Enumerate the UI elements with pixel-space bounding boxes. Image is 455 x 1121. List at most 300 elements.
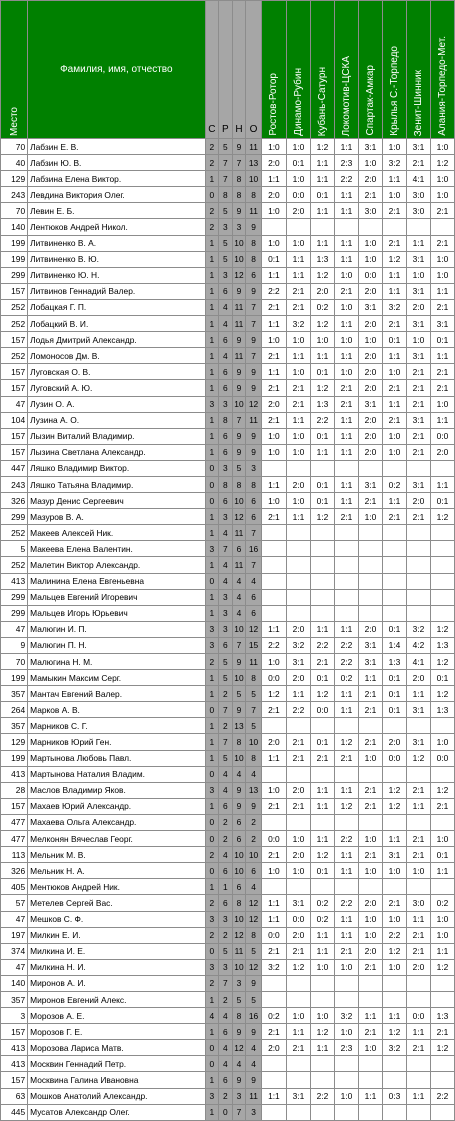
stat-s-cell: 2 <box>205 895 219 911</box>
stat-o-cell: 4 <box>246 1040 262 1056</box>
header-match-label: Динамо-Рубин <box>292 68 304 136</box>
score-cell: 2:0 <box>286 670 310 686</box>
score-cell: 1:0 <box>286 364 310 380</box>
score-cell: 1:1 <box>382 171 406 187</box>
score-cell: 2:1 <box>310 750 334 766</box>
score-cell: 2:1 <box>358 782 382 798</box>
score-cell: 1:0 <box>406 332 430 348</box>
name-cell: Лузин О. А. <box>28 396 205 412</box>
stat-s-cell: 1 <box>205 235 219 251</box>
score-cell: 0:1 <box>310 187 334 203</box>
score-cell: 3:0 <box>406 895 430 911</box>
name-cell: Луговская О. В. <box>28 364 205 380</box>
score-cell: 2:0 <box>358 412 382 428</box>
place-cell: 197 <box>1 927 28 943</box>
table-row <box>1 428 455 444</box>
score-cell <box>261 991 286 1007</box>
score-cell <box>382 573 406 589</box>
score-cell <box>261 589 286 605</box>
score-cell: 1:1 <box>310 235 334 251</box>
header-match-label: Алания-Торпедо-Мет. <box>436 36 448 136</box>
score-cell <box>286 718 310 734</box>
score-cell: 2:1 <box>358 493 382 509</box>
score-cell <box>334 1056 358 1072</box>
score-cell: 2:0 <box>261 396 286 412</box>
name-cell: Милкин Е. И. <box>28 927 205 943</box>
score-cell: 1:1 <box>261 1088 286 1104</box>
score-cell: 1:1 <box>358 670 382 686</box>
score-cell: 1:2 <box>382 251 406 267</box>
score-cell: 1:0 <box>261 235 286 251</box>
score-cell <box>358 557 382 573</box>
score-cell <box>334 525 358 541</box>
score-cell <box>310 879 334 895</box>
score-cell: 1:1 <box>261 171 286 187</box>
score-cell: 2:1 <box>406 1040 430 1056</box>
score-cell: 3:0 <box>406 187 430 203</box>
stat-r-cell: 4 <box>219 1056 233 1072</box>
stat-n-cell: 4 <box>232 1056 246 1072</box>
stat-s-cell: 3 <box>205 541 219 557</box>
score-cell: 1:1 <box>334 621 358 637</box>
score-cell: 1:1 <box>261 364 286 380</box>
score-cell: 1:2 <box>310 686 334 702</box>
name-cell: Лузина А. О. <box>28 412 205 428</box>
score-cell: 2:1 <box>334 380 358 396</box>
score-cell: 1:0 <box>334 1024 358 1040</box>
stat-r-cell: 4 <box>219 316 233 332</box>
stat-n-cell: 4 <box>232 589 246 605</box>
stat-r-cell: 6 <box>219 863 233 879</box>
score-cell: 1:1 <box>382 283 406 299</box>
stat-o-cell: 5 <box>246 991 262 1007</box>
score-cell: 2:2 <box>334 895 358 911</box>
stat-r-cell: 3 <box>219 621 233 637</box>
stat-r-cell: 2 <box>219 1088 233 1104</box>
table-row <box>1 316 455 332</box>
score-cell: 2:1 <box>334 943 358 959</box>
score-cell: 0:1 <box>430 847 454 863</box>
score-cell <box>310 541 334 557</box>
stat-n-cell: 10 <box>232 863 246 879</box>
score-cell: 1:0 <box>358 927 382 943</box>
stat-r-cell: 3 <box>219 267 233 283</box>
score-cell: 1:3 <box>310 251 334 267</box>
score-cell <box>261 814 286 830</box>
score-cell: 1:0 <box>382 863 406 879</box>
stat-s-cell: 1 <box>205 412 219 428</box>
score-cell <box>358 219 382 235</box>
name-cell: Лобацкий В. И. <box>28 316 205 332</box>
score-cell: 2:2 <box>286 702 310 718</box>
place-cell: 252 <box>1 557 28 573</box>
score-cell <box>430 1104 454 1120</box>
stat-n-cell: 9 <box>232 1072 246 1088</box>
stat-s-cell: 1 <box>205 991 219 1007</box>
score-cell: 2:1 <box>261 509 286 525</box>
score-cell: 1:1 <box>310 831 334 847</box>
stat-s-cell: 0 <box>205 1056 219 1072</box>
stat-n-cell: 8 <box>232 895 246 911</box>
score-cell <box>261 541 286 557</box>
score-cell: 0:1 <box>382 670 406 686</box>
place-cell: 413 <box>1 1056 28 1072</box>
stat-s-cell: 0 <box>205 766 219 782</box>
score-cell: 1:1 <box>334 412 358 428</box>
name-cell: Малинина Елена Евгеньевна <box>28 573 205 589</box>
stat-n-cell: 11 <box>232 557 246 573</box>
score-cell <box>286 1056 310 1072</box>
table-row <box>1 734 455 750</box>
stat-o-cell: 10 <box>246 171 262 187</box>
score-cell: 3:1 <box>358 396 382 412</box>
score-cell: 1:1 <box>334 686 358 702</box>
score-cell <box>310 814 334 830</box>
score-cell: 2:2 <box>382 927 406 943</box>
stat-n-cell: 9 <box>232 203 246 219</box>
score-cell: 3:2 <box>286 637 310 653</box>
stat-r-cell: 3 <box>219 959 233 975</box>
name-cell: Мазуров В. А. <box>28 509 205 525</box>
stat-s-cell: 3 <box>205 959 219 975</box>
table-row <box>1 412 455 428</box>
stat-n-cell: 6 <box>232 831 246 847</box>
header-match-5 <box>358 1 382 139</box>
score-cell <box>382 525 406 541</box>
stat-r-cell: 8 <box>219 476 233 492</box>
score-cell: 3:1 <box>406 283 430 299</box>
stat-o-cell: 11 <box>246 139 262 155</box>
name-cell: Мамыкин Максим Серг. <box>28 670 205 686</box>
score-cell <box>334 541 358 557</box>
score-cell: 1:0 <box>430 171 454 187</box>
stat-s-cell: 0 <box>205 460 219 476</box>
header-match-label: Кубань-Сатурн <box>316 66 328 136</box>
score-cell: 2:1 <box>406 782 430 798</box>
score-cell: 2:3 <box>334 155 358 171</box>
score-cell: 1:2 <box>430 155 454 171</box>
score-cell: 2:0 <box>358 895 382 911</box>
stat-n-cell: 11 <box>232 316 246 332</box>
header-match-2 <box>286 1 310 139</box>
score-cell <box>430 219 454 235</box>
stat-n-cell: 9 <box>232 283 246 299</box>
place-cell: 477 <box>1 831 28 847</box>
score-cell: 1:0 <box>382 444 406 460</box>
score-cell <box>430 541 454 557</box>
stat-r-cell: 6 <box>219 1072 233 1088</box>
score-cell: 2:2 <box>334 654 358 670</box>
score-cell: 1:1 <box>382 267 406 283</box>
stat-n-cell: 12 <box>232 1040 246 1056</box>
stat-o-cell: 9 <box>246 219 262 235</box>
place-cell: 199 <box>1 251 28 267</box>
score-cell: 2:1 <box>406 927 430 943</box>
score-cell <box>334 766 358 782</box>
name-cell: Метелев Сергей Вас. <box>28 895 205 911</box>
name-cell: Лызина Светлана Александр. <box>28 444 205 460</box>
stat-o-cell: 11 <box>246 654 262 670</box>
score-cell: 1:0 <box>310 332 334 348</box>
score-cell: 1:1 <box>261 750 286 766</box>
place-cell: 47 <box>1 621 28 637</box>
table-row <box>1 718 455 734</box>
score-cell <box>406 460 430 476</box>
stat-o-cell: 9 <box>246 798 262 814</box>
stat-s-cell: 2 <box>205 975 219 991</box>
stat-n-cell: 9 <box>232 380 246 396</box>
score-cell: 1:0 <box>334 959 358 975</box>
stat-n-cell: 6 <box>232 814 246 830</box>
stat-r-cell: 4 <box>219 573 233 589</box>
score-cell <box>310 460 334 476</box>
score-cell: 2:1 <box>310 654 334 670</box>
score-cell: 1:0 <box>382 911 406 927</box>
place-cell: 129 <box>1 171 28 187</box>
stat-o-cell: 13 <box>246 782 262 798</box>
stat-r-cell: 3 <box>219 911 233 927</box>
score-cell: 0:2 <box>382 476 406 492</box>
stat-r-cell: 4 <box>219 847 233 863</box>
score-cell: 1:0 <box>334 267 358 283</box>
score-cell: 2:1 <box>286 283 310 299</box>
score-cell <box>358 814 382 830</box>
stat-n-cell: 12 <box>232 927 246 943</box>
score-cell <box>286 879 310 895</box>
score-cell: 1:1 <box>334 251 358 267</box>
name-cell: Москвин Геннадий Петр. <box>28 1056 205 1072</box>
stat-n-cell: 7 <box>232 155 246 171</box>
stat-o-cell: 10 <box>246 847 262 863</box>
stat-s-cell: 1 <box>205 348 219 364</box>
score-cell: 1:0 <box>310 1008 334 1024</box>
place-cell: 129 <box>1 734 28 750</box>
stat-r-cell: 4 <box>219 348 233 364</box>
score-cell: 1:2 <box>310 267 334 283</box>
table-row <box>1 1072 455 1088</box>
stat-o-cell: 8 <box>246 476 262 492</box>
score-cell <box>406 814 430 830</box>
table-row <box>1 573 455 589</box>
score-cell: 0:1 <box>261 251 286 267</box>
score-cell: 0:1 <box>286 155 310 171</box>
place-cell: 140 <box>1 219 28 235</box>
score-cell <box>382 718 406 734</box>
score-cell: 2:0 <box>286 927 310 943</box>
stat-r-cell: 2 <box>219 814 233 830</box>
name-cell: Малюгина Н. М. <box>28 654 205 670</box>
stat-o-cell: 7 <box>246 316 262 332</box>
stat-r-cell: 5 <box>219 203 233 219</box>
stat-n-cell: 11 <box>232 525 246 541</box>
place-cell: 157 <box>1 364 28 380</box>
score-cell: 0:2 <box>310 895 334 911</box>
name-cell: Мальцев Евгений Игоревич <box>28 589 205 605</box>
name-cell: Морозова Лариса Матв. <box>28 1040 205 1056</box>
score-cell: 1:2 <box>406 750 430 766</box>
stat-s-cell: 1 <box>205 686 219 702</box>
score-cell <box>430 573 454 589</box>
place-cell: 405 <box>1 879 28 895</box>
table-row <box>1 203 455 219</box>
stat-o-cell: 8 <box>246 235 262 251</box>
score-cell: 1:1 <box>310 621 334 637</box>
score-cell: 1:0 <box>382 364 406 380</box>
score-cell: 2:1 <box>406 396 430 412</box>
stat-s-cell: 1 <box>205 332 219 348</box>
score-cell: 1:0 <box>430 396 454 412</box>
name-cell: Мошков Анатолий Александр. <box>28 1088 205 1104</box>
place-cell: 326 <box>1 863 28 879</box>
score-cell: 1:1 <box>286 1024 310 1040</box>
stat-n-cell: 4 <box>232 573 246 589</box>
score-cell: 1:0 <box>261 654 286 670</box>
score-cell <box>382 1104 406 1120</box>
place-cell: 157 <box>1 332 28 348</box>
name-cell: Малюгин П. Н. <box>28 637 205 653</box>
stat-o-cell: 16 <box>246 541 262 557</box>
stat-n-cell: 7 <box>232 1104 246 1120</box>
score-cell: 1:2 <box>382 943 406 959</box>
stat-s-cell: 3 <box>205 911 219 927</box>
score-cell: 1:2 <box>334 734 358 750</box>
score-cell: 2:0 <box>261 734 286 750</box>
stat-o-cell: 9 <box>246 332 262 348</box>
score-cell: 2:0 <box>358 444 382 460</box>
stat-r-cell: 3 <box>219 219 233 235</box>
stat-s-cell: 0 <box>205 1040 219 1056</box>
score-cell: 0:0 <box>430 750 454 766</box>
stat-n-cell: 4 <box>232 605 246 621</box>
stat-n-cell: 11 <box>232 299 246 315</box>
stat-r-cell: 8 <box>219 187 233 203</box>
name-cell: Мешков С. Ф. <box>28 911 205 927</box>
place-cell: 374 <box>1 943 28 959</box>
table-row <box>1 171 455 187</box>
stat-r-cell: 5 <box>219 235 233 251</box>
stat-n-cell: 9 <box>232 654 246 670</box>
stat-s-cell: 1 <box>205 718 219 734</box>
score-cell: 2:1 <box>430 798 454 814</box>
score-cell <box>430 991 454 1007</box>
score-cell <box>261 879 286 895</box>
name-cell: Марков А. В. <box>28 702 205 718</box>
score-cell: 2:1 <box>286 299 310 315</box>
score-cell: 2:1 <box>261 348 286 364</box>
score-cell: 1:1 <box>430 348 454 364</box>
table-row <box>1 637 455 653</box>
score-cell: 1:0 <box>286 332 310 348</box>
place-cell: 243 <box>1 476 28 492</box>
name-cell: Лабзина Елена Виктор. <box>28 171 205 187</box>
table-row <box>1 847 455 863</box>
score-cell: 2:2 <box>334 637 358 653</box>
score-cell <box>382 557 406 573</box>
stat-n-cell: 8 <box>232 476 246 492</box>
score-cell: 1:0 <box>358 750 382 766</box>
stat-s-cell: 0 <box>205 493 219 509</box>
table-row <box>1 670 455 686</box>
score-cell: 3:2 <box>334 1008 358 1024</box>
score-cell: 2:2 <box>310 637 334 653</box>
place-cell: 447 <box>1 460 28 476</box>
score-cell: 1:1 <box>430 412 454 428</box>
place-cell: 157 <box>1 1072 28 1088</box>
stat-n-cell: 9 <box>232 364 246 380</box>
stat-s-cell: 1 <box>205 1072 219 1088</box>
score-cell: 3:1 <box>406 139 430 155</box>
stat-s-cell: 0 <box>205 573 219 589</box>
score-cell <box>430 975 454 991</box>
place-cell: 57 <box>1 895 28 911</box>
table-row <box>1 283 455 299</box>
name-cell: Литвиненко Ю. Н. <box>28 267 205 283</box>
score-cell: 1:1 <box>334 187 358 203</box>
score-cell <box>334 557 358 573</box>
stat-n-cell: 5 <box>232 991 246 1007</box>
score-cell <box>430 766 454 782</box>
score-cell: 2:2 <box>261 283 286 299</box>
score-cell: 1:1 <box>310 927 334 943</box>
score-cell: 0:1 <box>310 493 334 509</box>
stat-s-cell: 2 <box>205 654 219 670</box>
stat-s-cell: 1 <box>205 316 219 332</box>
score-cell: 2:0 <box>261 1040 286 1056</box>
score-cell: 2:1 <box>430 380 454 396</box>
score-cell: 0:1 <box>430 670 454 686</box>
stat-o-cell: 5 <box>246 718 262 734</box>
place-cell: 104 <box>1 412 28 428</box>
score-cell: 0:1 <box>310 863 334 879</box>
name-cell: Лентюков Андрей Никол. <box>28 219 205 235</box>
score-cell: 1:2 <box>430 959 454 975</box>
stat-n-cell: 8 <box>232 187 246 203</box>
score-cell: 1:2 <box>430 686 454 702</box>
stat-s-cell: 1 <box>205 283 219 299</box>
name-cell: Мантач Евгений Валер. <box>28 686 205 702</box>
header-match-label: Зенит-Шинник <box>412 69 424 136</box>
stat-n-cell: 6 <box>232 879 246 895</box>
score-cell <box>430 589 454 605</box>
score-cell <box>286 1072 310 1088</box>
stat-r-cell: 7 <box>219 734 233 750</box>
stat-r-cell: 2 <box>219 927 233 943</box>
stat-n-cell: 11 <box>232 943 246 959</box>
score-cell <box>382 1056 406 1072</box>
name-cell: Лобацкая Г. П. <box>28 299 205 315</box>
score-cell: 1:1 <box>261 476 286 492</box>
stat-r-cell: 5 <box>219 670 233 686</box>
stat-n-cell: 9 <box>232 444 246 460</box>
score-cell: 4:1 <box>406 654 430 670</box>
score-cell: 4:1 <box>406 171 430 187</box>
score-cell <box>334 1072 358 1088</box>
table-row <box>1 251 455 267</box>
score-cell <box>286 766 310 782</box>
name-cell: Ляшко Татьяна Владимир. <box>28 476 205 492</box>
place-cell: 47 <box>1 959 28 975</box>
table-row <box>1 1024 455 1040</box>
stat-n-cell: 12 <box>232 509 246 525</box>
stat-n-cell: 10 <box>232 847 246 863</box>
score-cell: 3:1 <box>286 1088 310 1104</box>
name-cell: Москвина Галина Ивановна <box>28 1072 205 1088</box>
stat-r-cell: 7 <box>219 541 233 557</box>
score-cell: 1:0 <box>334 1088 358 1104</box>
place-cell: 326 <box>1 493 28 509</box>
stat-n-cell: 10 <box>232 251 246 267</box>
table-row <box>1 863 455 879</box>
